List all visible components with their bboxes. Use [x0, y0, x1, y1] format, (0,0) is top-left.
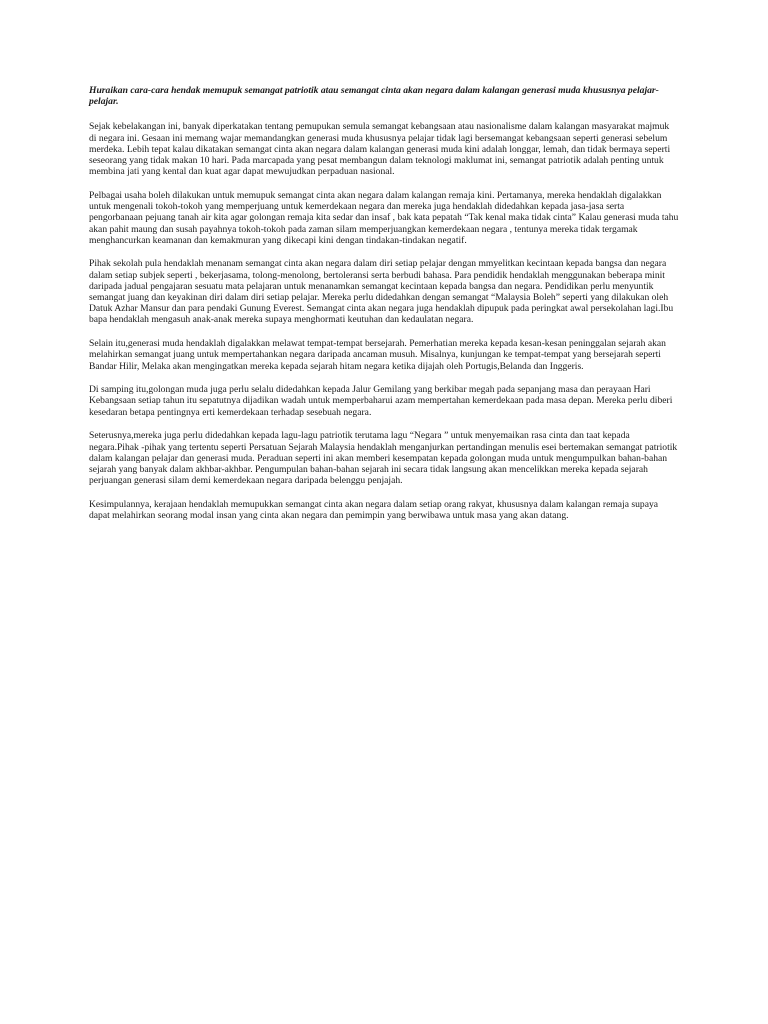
- paragraph-tokoh: Pelbagai usaha boleh dilakukan untuk memupuk semangat cinta akan negara dalam kalangan remaja kini. Pertamanya, mereka hendaklah digalakkan untuk mengenali tokoh-tokoh yang memperjuang untuk kemerdekaan negara dan mereka juga hendaklah didedahkan kepada jasa-jasa serta pengorbanaan pejuang tanah air kita agar golongan remaja kita sedar dan insaf , bak kata pepatah “Tak kenal maka tidak cinta” Kalau generasi muda tahu akan pahit maung dan susah payahnya tokoh-tokoh pada zaman silam memperjuangkan kemerdekaan negara , tentunya mereka tidak tergamak menghancurkan keamanan dan kemakmuran yang dikecapi kini dengan tindakan-tindakan negatif.: [89, 189, 679, 246]
- essay-title: Huraikan cara-cara hendak memupuk semangat patriotik atau semangat cinta akan negara dalam kalangan generasi muda khususnya pelajar-pelajar.: [89, 85, 659, 108]
- paragraph-sekolah: Pihak sekolah pula hendaklah menanam semangat cinta akan negara dalam diri setiap pelajar dengan mmyelitkan kecintaan kepada bangsa dan negara dalam setiap subjek seperti , bekerjasama, tolong-menolong, bertoleransi serta berbudi bahasa. Para pendidik hendaklah menggunakan beberapa minit daripada jadual pengajaran sesuatu mata pelajaran untuk menanamkan semangat kecintaan kepada bangsa dan negara. Pendidikan perlu menyuntik semangat juang dan keyakinan diri dalam diri setiap pelajar. Mereka perlu didedahkan dengan semangat “Malaysia Boleh” seperti yang dilakukan oleh Datuk Azhar Mansur dan para pendaki Gunung Everest. Semangat cinta akan negara juga hendaklah dipupuk pada peringkat awal persekolahan lagi.Ibu bapa hendaklah mengasuh anak-anak mereka supaya menghormati keutuhan dan kedaulatan negara.: [89, 258, 674, 326]
- paragraph-lagu-patriotik: Seterusnya,mereka juga perlu didedahkan kepada lagu-lagu patriotik terutama lagu “Negara ” untuk menyemaikan rasa cinta dan taat kepada negara.Pihak -pihak yang tertentu seperti Persatuan Sejarah Malaysia hendaklah menganjurkan pertandingan menulis esei bertemakan semangat patriotik dalam kalangan pelajar dan generasi muda. Peraduan seperti ini akan memberi kesempatan kepada golongan muda untuk mengumpulkan bahan-bahan sejarah yang banyak dalam akhbar-akhbar. Pengumpulan bahan-bahan sejarah ini secara tidak langsung akan mencelikkan mereka kepada sejarah perjuangan generasi silam demi kemerdekaan negara daripada belenggu penjajah.: [89, 430, 678, 487]
- paragraph-intro: Sejak kebelakangan ini, banyak diperkatakan tentang pemupukan semula semangat kebangsaan atau nasionalisme dalam kalangan masyarakat majmuk di negara ini. Gesaan ini memang wajar memandangkan generasi muda khususnya pelajar tidak lagi bersemangat kebangsaan seperti generasi sebelum merdeka. Lebih tepat kalau dikatakan semangat cinta akan negara dalam kalangan generasi muda kini adalah longgar, lemah, dan tidak bermaya seperti seseorang yang tidak makan 10 hari. Pada marcapada yang pesat membangun dalam teknologi maklumat ini, semangat patriotik adalah penting untuk membina jati yang kental dan kuat agar dapat mewujudkan perpaduan nasional.: [89, 121, 671, 178]
- document-page: [89, 85, 679, 534]
- paragraph-kesimpulan: Kesimpulannya, kerajaan hendaklah memupukkan semangat cinta akan negara dalam setiap orang rakyat, khususnya dalam kalangan remaja supaya dapat melahirkan seorang modal insan yang cinta akan negara dan pemimpin yang berwibawa untuk masa yang akan datang.: [89, 498, 659, 522]
- paragraph-jalur-gemilang: Di samping itu,golongan muda juga perlu selalu didedahkan kepada Jalur Gemilang yang berkibar megah pada sepanjang masa dan perayaan Hari Kebangsaan setiap tahun itu sepatutnya dijadikan wadah untuk memperbaharui azam mempertahan kemerdekaan pada masa depan. Mereka perlu diberi kesedaran betapa pentingnya erti kemerdekaan terhadap sesebuah negara.: [89, 384, 673, 418]
- paragraph-tempat-bersejarah: Selain itu,generasi muda hendaklah digalakkan melawat tempat-tempat bersejarah. Pemerhatian mereka kepada kesan-kesan peninggalan sejarah akan melahirkan semangat juang untuk mempertahankan negara daripada ancaman musuh. Misalnya, kunjungan ke tempat-tempat yang bersejarah seperti Bandar Hilir, Melaka akan mengingatkan mereka kepada sejarah hitam negara ketika dijajah oleh Portugis,Belanda dan Inggeris.: [89, 338, 666, 372]
